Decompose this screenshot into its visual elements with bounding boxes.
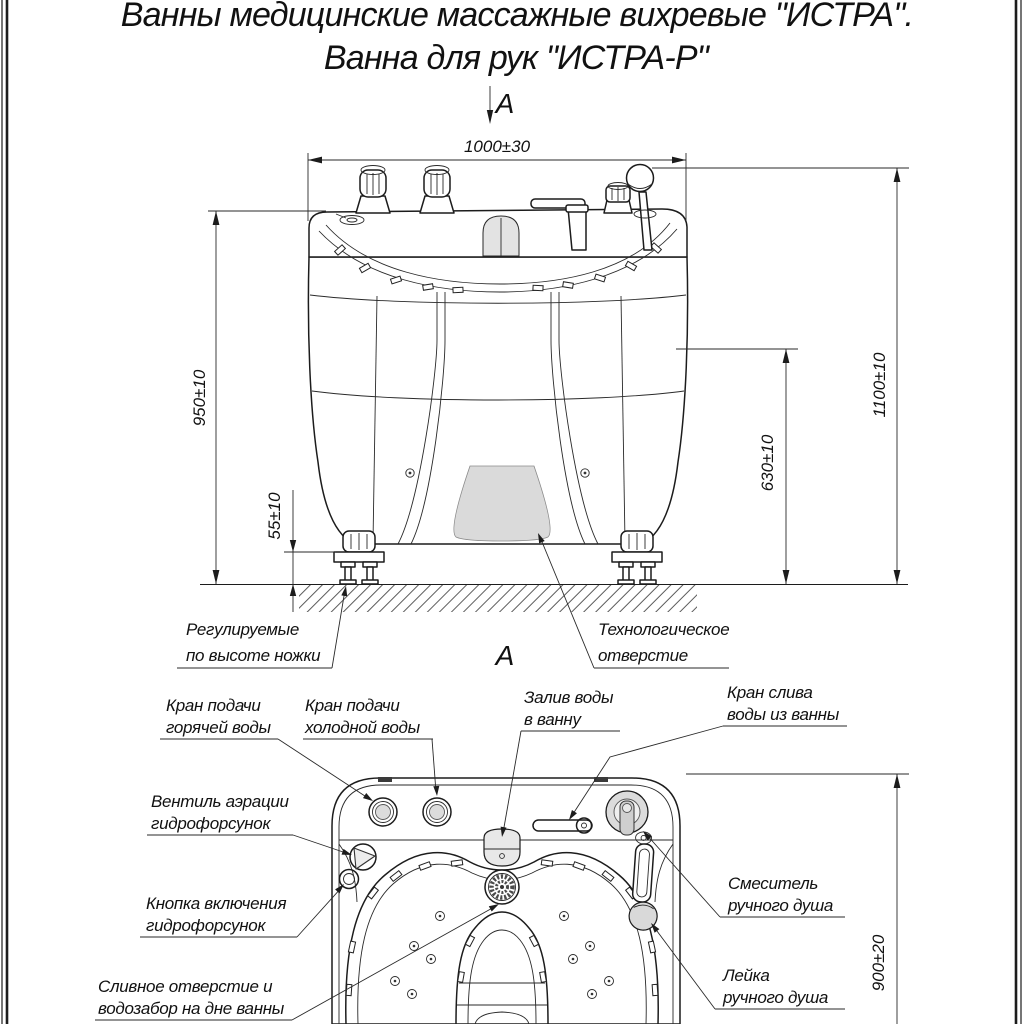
callout-tech-opening-line2: отверстие — [598, 646, 688, 665]
title-line1: Ванны медицинские массажные вихревые "ИСТРА". — [120, 0, 914, 34]
callout-aeration-line1: Вентиль аэрации — [151, 792, 289, 811]
dim-underbody-text: 630±10 — [758, 434, 777, 492]
callout-hot-tap-line1: Кран подачи — [166, 696, 261, 715]
callout-mixer-line2: ручного душа — [728, 896, 834, 915]
section-label: А — [495, 640, 515, 671]
callout-shower-head-line2: ручного душа — [723, 988, 829, 1007]
dim-height-rim-text: 950±10 — [190, 369, 209, 427]
callout-drain-hole-line2: водозабор на дне ванны — [98, 999, 285, 1018]
callout-drain-hole-line1: Сливное отверстие и — [98, 977, 273, 996]
callout-shower-head-line1: Лейка — [723, 966, 770, 985]
callout-drain-tap-line1: Кран слива — [727, 683, 813, 702]
callout-cold-tap-line2: холодной воды — [305, 718, 420, 737]
dimension-total-height — [652, 168, 909, 584]
callout-adjustable-feet-line2: по высоте ножки — [186, 646, 321, 665]
callout-mixer-line1: Смеситель — [728, 874, 819, 893]
technological-opening-shape — [454, 466, 550, 541]
view-direction-arrow — [487, 86, 515, 124]
drain-grate-top — [485, 870, 519, 904]
dim-depth-text: 900±20 — [869, 934, 888, 992]
bath-body — [308, 257, 687, 544]
callout-jets-button-line1: Кнопка включения — [146, 894, 287, 913]
cold-water-knob-front — [420, 166, 454, 214]
drain-tap-top — [533, 818, 592, 833]
dimension-height-to-rim — [190, 211, 326, 584]
dim-feet-text: 55±10 — [265, 492, 284, 540]
callout-aeration-line2: гидрофорсунок — [151, 814, 271, 833]
ground — [200, 585, 908, 613]
callout-fill-line1: Залив воды — [524, 688, 614, 707]
callout-drain-tap-line2: воды из ванны — [727, 705, 839, 724]
mixer-knob-front — [604, 183, 632, 214]
callout-fill-line2: в ванну — [524, 710, 581, 729]
drawing-title — [121, 0, 913, 77]
dim-total-height-text: 1100±10 — [870, 352, 889, 418]
front-view — [177, 137, 909, 671]
dim-width-text: 1000±30 — [463, 137, 531, 156]
callout-adjustable-feet-line1: Регулируемые — [186, 620, 300, 639]
dimension-underbody — [676, 349, 798, 584]
section-view — [95, 683, 909, 1024]
hot-water-knob-front — [356, 166, 390, 214]
callout-jets-button — [140, 882, 346, 937]
callout-hot-tap-line2: горячей воды — [166, 718, 271, 737]
callout-jets-button-line2: гидрофорсунок — [146, 916, 266, 935]
callout-cold-tap-line1: Кран подачи — [305, 696, 400, 715]
view-direction-label: А — [495, 88, 515, 119]
callout-aeration-valve — [147, 792, 353, 858]
callout-tech-opening-line1: Технологическое — [598, 620, 730, 639]
title-line2: Ванна для рук "ИСТРА-Р" — [323, 39, 709, 77]
